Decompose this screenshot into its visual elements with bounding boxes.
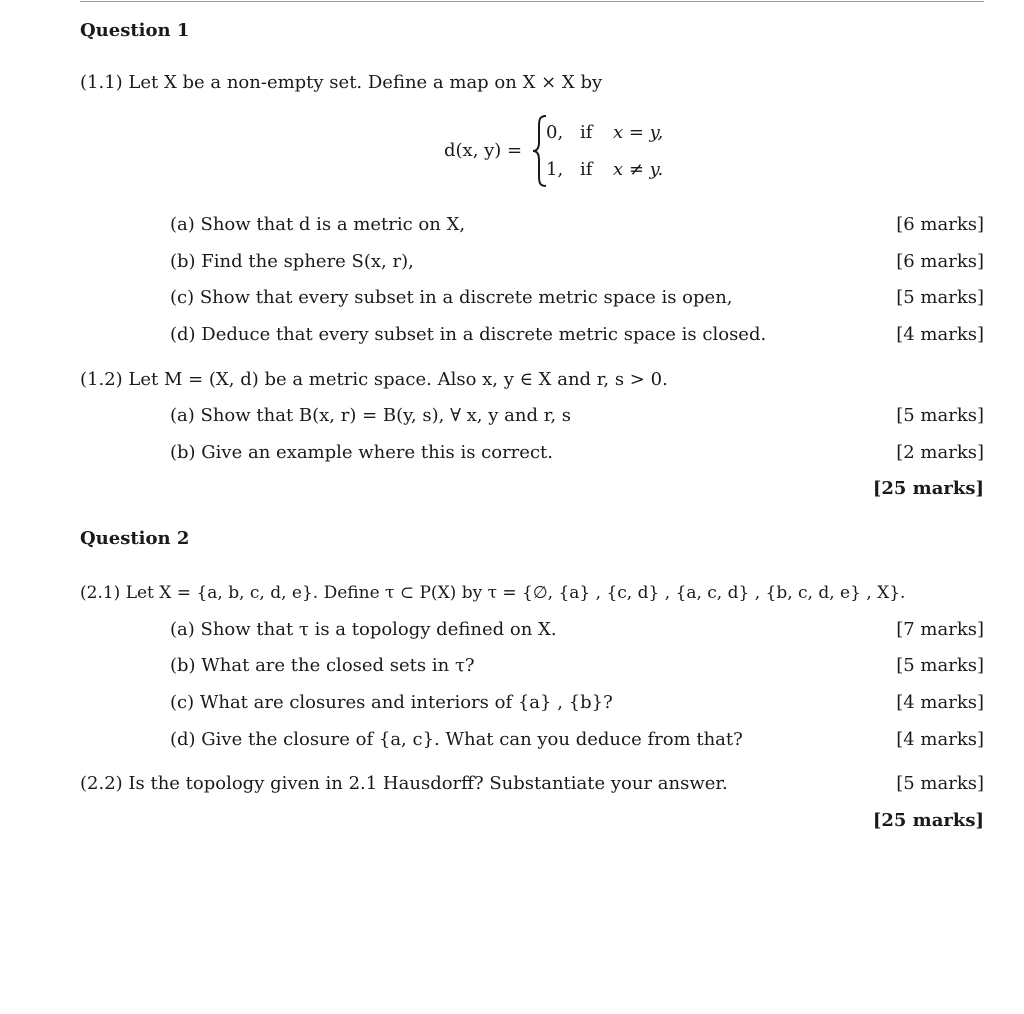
q2-2-intro: (2.2) Is the topology given in 2.1 Hausdorff? Substantiate your answer. — [80, 773, 728, 794]
q1-1-item-c-marks: [5 marks] — [896, 287, 984, 308]
case-2-value: 1, — [546, 159, 564, 180]
case-1-value: 0, — [546, 122, 564, 143]
q1-2-item-b: (b) Give an example where this is correct. — [170, 442, 553, 463]
q1-2-intro: (1.2) Let M = (X, d) be a metric space. Also x, y ∈ X and r, s > 0. — [80, 369, 668, 390]
q1-1-item-a: (a) Show that d is a metric on X, — [170, 214, 466, 235]
case-2-if: if — [580, 159, 593, 180]
top-rule — [80, 1, 984, 2]
question-2-total-marks: [25 marks] — [872, 810, 984, 831]
q2-1-item-c-marks: [4 marks] — [896, 692, 984, 713]
q1-2-item-a-marks: [5 marks] — [896, 405, 984, 426]
case-1-if: if — [580, 122, 593, 143]
case-2-condition: x ≠ y. — [613, 159, 664, 180]
q1-2-item-a: (a) Show that B(x, r) = B(y, s), ∀ x, y and r, s — [170, 405, 572, 426]
q1-1-item-c: (c) Show that every subset in a discrete metric space is open, — [170, 287, 733, 308]
q2-1-item-c: (c) What are closures and interiors of {a} , {b}? — [170, 692, 613, 713]
q1-1-item-b-marks: [6 marks] — [896, 251, 984, 272]
metric-definition-lhs: d(x, y) = — [444, 140, 523, 161]
q1-1-intro: (1.1) Let X be a non-empty set. Define a map on X × X by — [80, 72, 603, 93]
q2-1-item-b: (b) What are the closed sets in τ? — [170, 655, 475, 676]
q1-1-item-b: (b) Find the sphere S(x, r), — [170, 251, 414, 272]
q1-1-item-d-marks: [4 marks] — [896, 324, 984, 345]
q2-1-item-a-marks: [7 marks] — [896, 619, 984, 640]
q1-1-item-d: (d) Deduce that every subset in a discrete metric space is closed. — [170, 324, 767, 345]
case-1-condition: x = y, — [613, 122, 664, 143]
q2-2-marks: [5 marks] — [896, 773, 984, 794]
q2-1-item-d-marks: [4 marks] — [896, 729, 984, 750]
question-1-total-marks: [25 marks] — [872, 478, 984, 499]
q2-1-item-d: (d) Give the closure of {a, c}. What can you deduce from that? — [170, 729, 743, 750]
q1-2-item-b-marks: [2 marks] — [896, 442, 984, 463]
q2-1-intro: (2.1) Let X = {a, b, c, d, e}. Define τ ⊂ P(X) by τ = {∅, {a} , {c, d} , {a, c, d} , {b, c, d, e} , X}. — [80, 583, 906, 603]
q1-1-item-a-marks: [6 marks] — [896, 214, 984, 235]
q2-1-item-a: (a) Show that τ is a topology defined on X. — [170, 619, 557, 640]
question-2-title: Question 2 — [80, 528, 190, 549]
q2-1-item-b-marks: [5 marks] — [896, 655, 984, 676]
question-1-title: Question 1 — [80, 20, 190, 41]
